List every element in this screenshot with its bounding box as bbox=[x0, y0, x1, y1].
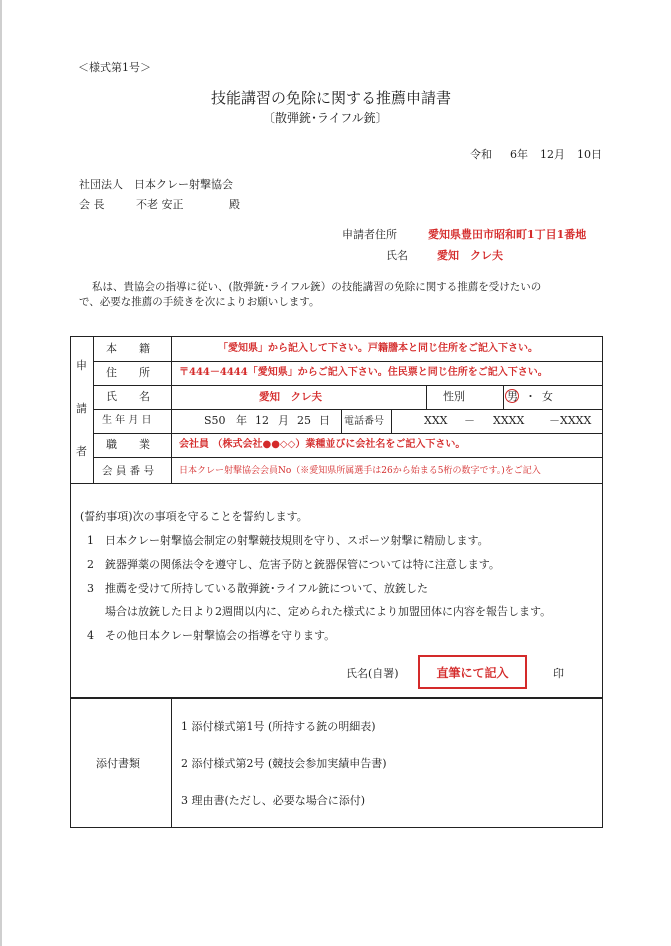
side-label-2: 請 bbox=[76, 402, 87, 415]
member-label: 会 員 番 号 bbox=[102, 465, 155, 477]
page-edge bbox=[0, 0, 2, 946]
date-month: 12月 bbox=[540, 148, 565, 161]
seal-label: 印 bbox=[553, 667, 564, 680]
birth-nichi: 日 bbox=[319, 414, 330, 427]
intro-line-2: で、必要な推薦の手続きを次によりお願いします。 bbox=[79, 296, 320, 308]
sign-label: 氏名(自署) bbox=[346, 667, 399, 680]
side-label-3: 者 bbox=[76, 445, 87, 458]
attachments-label: 添付書類 bbox=[96, 757, 140, 770]
applicant-table bbox=[70, 336, 603, 484]
pledge-item-3: 3 推薦を受けて所持している散弾銃･ライフル銃について、放銃した bbox=[87, 582, 428, 595]
pledge-item-2: 2 銃器弾薬の関係法令を遵守し、危害予防と銃器保管については特に注意します。 bbox=[87, 558, 500, 571]
shimei-value[interactable]: 愛知 クレ夫 bbox=[259, 391, 322, 403]
jusho-label: 住 所 bbox=[106, 366, 150, 379]
honseki-value[interactable]: 「愛知県」から記入して下さい。戸籍謄本と同じ住所をご記入下さい。 bbox=[218, 343, 538, 354]
applicant-address-value[interactable]: 愛知県豊田市昭和町1丁目1番地 bbox=[428, 228, 587, 241]
gender-male[interactable]: 男 bbox=[507, 390, 518, 403]
honseki-label: 本 籍 bbox=[106, 342, 150, 355]
pledge-item-4: 4 その他日本クレー射撃協会の指導を守ります。 bbox=[87, 629, 336, 642]
jusho-value[interactable]: 〒444－4444「愛知県」からご記入下さい。住民票と同じ住所をご記入下さい。 bbox=[179, 367, 548, 378]
shokugyo-label: 職 業 bbox=[106, 438, 150, 451]
birth-gatsu: 月 bbox=[278, 414, 289, 427]
phone-label: 電話番号 bbox=[344, 416, 384, 427]
birth-nen: 年 bbox=[236, 414, 247, 427]
signature-field[interactable] bbox=[418, 655, 527, 689]
page-subtitle: 〔散弾銃･ライフル銃〕 bbox=[263, 111, 388, 125]
phone-dash: － bbox=[464, 414, 475, 427]
birth-month[interactable]: 12 bbox=[255, 414, 269, 427]
date-day: 10日 bbox=[577, 148, 602, 161]
date-era: 令和 bbox=[470, 148, 492, 161]
member-value[interactable]: 日本クレー射撃協会会員No（※愛知県所属選手は26から始まる5桁の数字です。)をご記入 bbox=[179, 466, 541, 476]
shimei-label: 氏 名 bbox=[106, 390, 150, 403]
birth-era[interactable]: S50 bbox=[204, 414, 226, 427]
page-title: 技能講習の免除に関する推薦申請書 bbox=[211, 89, 452, 107]
phone-part2[interactable]: XXXX bbox=[493, 414, 525, 427]
applicant-name-value[interactable]: 愛知 クレ夫 bbox=[437, 249, 503, 262]
recipient-honorific: 殿 bbox=[229, 198, 240, 211]
attachment-item-1: 1 添付様式第1号 (所持する銃の明細表) bbox=[181, 720, 376, 733]
form-number: ＜様式第1号＞ bbox=[78, 61, 151, 74]
phone-part1[interactable]: XXX bbox=[424, 414, 448, 427]
pledge-heading: (誓約事項)次の事項を守ることを誓約します。 bbox=[80, 510, 308, 523]
gender-label: 性別 bbox=[443, 390, 465, 403]
signature-note: 直筆にて記入 bbox=[436, 665, 509, 680]
recipient-org: 社団法人 日本クレー射撃協会 bbox=[79, 178, 233, 191]
gender-female[interactable]: 女 bbox=[542, 390, 553, 403]
intro-line-1: 私は、貴協会の指導に従い、(散弾銃･ライフル銃）の技能講習の免除に関する推薦を受けたいの bbox=[92, 281, 542, 293]
applicant-name-label: 氏名 bbox=[386, 249, 408, 262]
attachment-item-2: 2 添付様式第2号 (競技会参加実績申告書) bbox=[181, 757, 387, 770]
pledge-item-1: 1 日本クレー射撃協会制定の射撃競技規則を守り、スポーツ射撃に精励します。 bbox=[87, 534, 489, 547]
gender-dot: ・ bbox=[525, 390, 536, 403]
date-year: 6年 bbox=[510, 148, 528, 161]
applicant-address-label: 申請者住所 bbox=[342, 228, 397, 241]
pledge-item-3-cont: 場合は放銃した日より2週間以内に、定められた様式により加盟団体に内容を報告します。 bbox=[105, 605, 552, 618]
phone-part3[interactable]: －XXXX bbox=[549, 414, 592, 427]
birth-day[interactable]: 25 bbox=[297, 414, 311, 427]
shokugyo-value[interactable]: 会社員 （株式会社●●◇◇）業種並びに会社名をご記入下さい。 bbox=[179, 439, 466, 450]
birth-label: 生 年 月 日 bbox=[102, 415, 152, 426]
side-label-1: 申 bbox=[76, 359, 87, 372]
recipient-title: 会 長 bbox=[79, 198, 105, 211]
recipient-name: 不老 安正 bbox=[136, 198, 184, 211]
attachment-item-3: 3 理由書(ただし、必要な場合に添付) bbox=[181, 794, 366, 807]
